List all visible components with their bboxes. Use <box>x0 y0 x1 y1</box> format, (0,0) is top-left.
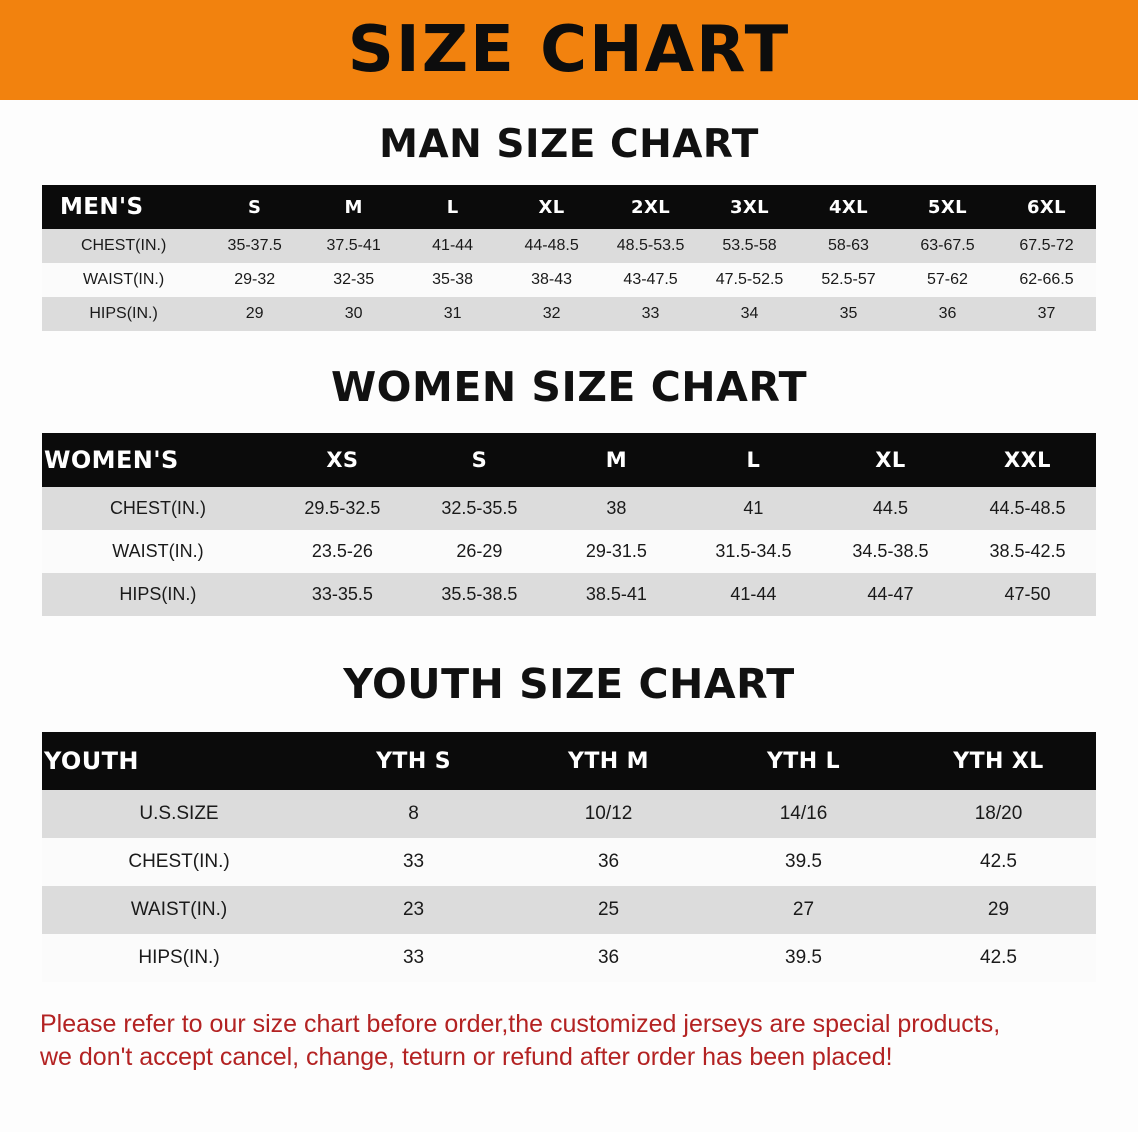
women-header-xs: XS <box>274 433 411 487</box>
table-row <box>42 573 1096 616</box>
man-header-label: MEN'S <box>42 185 205 229</box>
youth-table-wrap <box>0 732 1138 982</box>
table-cell: 42.5 <box>901 838 1096 886</box>
table-row <box>42 530 1096 573</box>
youth-header-s: YTH S <box>316 732 511 790</box>
table-cell: 52.5-57 <box>799 263 898 297</box>
women-section-heading: WOMEN SIZE CHART <box>330 363 808 411</box>
youth-size-table <box>42 732 1096 982</box>
table-cell: 8 <box>316 790 511 838</box>
women-header-m: M <box>548 433 685 487</box>
man-header-m: M <box>304 185 403 229</box>
man-row-label-hips: HIPS(IN.) <box>42 297 205 331</box>
women-header-xxl: XXL <box>959 433 1096 487</box>
man-row-label-waist: WAIST(IN.) <box>42 263 205 297</box>
table-cell: 57-62 <box>898 263 997 297</box>
table-cell: 37.5-41 <box>304 229 403 263</box>
table-cell: 37 <box>997 297 1096 331</box>
women-header-s: S <box>411 433 548 487</box>
women-row-label-chest: CHEST(IN.) <box>42 487 274 530</box>
table-cell: 31 <box>403 297 502 331</box>
table-row <box>42 297 1096 331</box>
table-cell: 35 <box>799 297 898 331</box>
table-cell: 33 <box>316 934 511 982</box>
table-cell: 29 <box>901 886 1096 934</box>
women-table-wrap <box>0 433 1138 616</box>
table-cell: 34 <box>700 297 799 331</box>
table-cell: 41-44 <box>685 573 822 616</box>
youth-row-label-ussize: U.S.SIZE <box>42 790 316 838</box>
table-cell: 42.5 <box>901 934 1096 982</box>
women-table-body <box>42 487 1096 616</box>
table-cell: 38 <box>548 487 685 530</box>
table-cell: 32.5-35.5 <box>411 487 548 530</box>
table-row <box>42 487 1096 530</box>
table-cell: 23 <box>316 886 511 934</box>
footer-note-line-1: Please refer to our size chart before order,the customized jerseys are special products, <box>40 1010 1001 1038</box>
banner <box>0 0 1138 100</box>
table-cell: 34.5-38.5 <box>822 530 959 573</box>
table-cell: 63-67.5 <box>898 229 997 263</box>
table-cell: 38.5-41 <box>548 573 685 616</box>
man-table-header <box>42 185 1096 229</box>
table-cell: 14/16 <box>706 790 901 838</box>
youth-section-heading: YOUTH SIZE CHART <box>343 660 795 708</box>
table-cell: 25 <box>511 886 706 934</box>
man-header-l: L <box>403 185 502 229</box>
women-table-header <box>42 433 1096 487</box>
women-row-label-waist: WAIST(IN.) <box>42 530 274 573</box>
table-cell: 39.5 <box>706 934 901 982</box>
table-cell: 29-32 <box>205 263 304 297</box>
table-cell: 29.5-32.5 <box>274 487 411 530</box>
youth-row-label-chest: CHEST(IN.) <box>42 838 316 886</box>
table-cell: 36 <box>511 934 706 982</box>
table-row <box>42 263 1096 297</box>
women-header-label: WOMEN'S <box>42 433 274 487</box>
table-cell: 32 <box>502 297 601 331</box>
table-cell: 26-29 <box>411 530 548 573</box>
table-cell: 32-35 <box>304 263 403 297</box>
table-cell: 30 <box>304 297 403 331</box>
table-cell: 36 <box>511 838 706 886</box>
table-cell: 35.5-38.5 <box>411 573 548 616</box>
table-row <box>42 934 1096 982</box>
women-row-label-hips: HIPS(IN.) <box>42 573 274 616</box>
table-cell: 31.5-34.5 <box>685 530 822 573</box>
table-cell: 41 <box>685 487 822 530</box>
table-header-row <box>42 732 1096 790</box>
table-row <box>42 790 1096 838</box>
table-cell: 62-66.5 <box>997 263 1096 297</box>
women-size-table <box>42 433 1096 616</box>
table-row <box>42 886 1096 934</box>
table-row <box>42 838 1096 886</box>
man-table-body <box>42 229 1096 331</box>
table-cell: 35-37.5 <box>205 229 304 263</box>
table-cell: 33 <box>601 297 700 331</box>
man-header-s: S <box>205 185 304 229</box>
footer-note-line-2: we don't accept cancel, change, teturn or refund after order has been placed! <box>40 1043 893 1071</box>
table-cell: 38-43 <box>502 263 601 297</box>
table-cell: 44-47 <box>822 573 959 616</box>
man-header-4xl: 4XL <box>799 185 898 229</box>
man-size-table <box>42 185 1096 331</box>
table-cell: 18/20 <box>901 790 1096 838</box>
man-table-wrap <box>0 185 1138 331</box>
youth-header-xl: YTH XL <box>901 732 1096 790</box>
man-header-6xl: 6XL <box>997 185 1096 229</box>
table-cell: 36 <box>898 297 997 331</box>
table-cell: 67.5-72 <box>997 229 1096 263</box>
table-cell: 47.5-52.5 <box>700 263 799 297</box>
page-title: SIZE CHART <box>347 13 791 87</box>
table-cell: 29 <box>205 297 304 331</box>
table-cell: 58-63 <box>799 229 898 263</box>
table-cell: 27 <box>706 886 901 934</box>
table-cell: 23.5-26 <box>274 530 411 573</box>
table-cell: 35-38 <box>403 263 502 297</box>
youth-table-body <box>42 790 1096 982</box>
man-header-2xl: 2XL <box>601 185 700 229</box>
table-cell: 44.5 <box>822 487 959 530</box>
table-cell: 33-35.5 <box>274 573 411 616</box>
man-row-label-chest: CHEST(IN.) <box>42 229 205 263</box>
man-header-5xl: 5XL <box>898 185 997 229</box>
man-section-heading: MAN SIZE CHART <box>379 122 759 167</box>
youth-row-label-waist: WAIST(IN.) <box>42 886 316 934</box>
table-cell: 38.5-42.5 <box>959 530 1096 573</box>
table-cell: 48.5-53.5 <box>601 229 700 263</box>
man-header-3xl: 3XL <box>700 185 799 229</box>
table-cell: 43-47.5 <box>601 263 700 297</box>
table-cell: 39.5 <box>706 838 901 886</box>
table-cell: 41-44 <box>403 229 502 263</box>
youth-row-label-hips: HIPS(IN.) <box>42 934 316 982</box>
table-header-row <box>42 433 1096 487</box>
women-header-xl: XL <box>822 433 959 487</box>
footer-note <box>40 1008 1098 1074</box>
man-header-xl: XL <box>502 185 601 229</box>
table-cell: 10/12 <box>511 790 706 838</box>
youth-header-m: YTH M <box>511 732 706 790</box>
youth-header-label: YOUTH <box>42 732 316 790</box>
youth-header-l: YTH L <box>706 732 901 790</box>
table-cell: 29-31.5 <box>548 530 685 573</box>
table-cell: 47-50 <box>959 573 1096 616</box>
youth-table-header <box>42 732 1096 790</box>
table-header-row <box>42 185 1096 229</box>
table-cell: 53.5-58 <box>700 229 799 263</box>
table-cell: 44-48.5 <box>502 229 601 263</box>
table-row <box>42 229 1096 263</box>
table-cell: 33 <box>316 838 511 886</box>
table-cell: 44.5-48.5 <box>959 487 1096 530</box>
women-header-l: L <box>685 433 822 487</box>
